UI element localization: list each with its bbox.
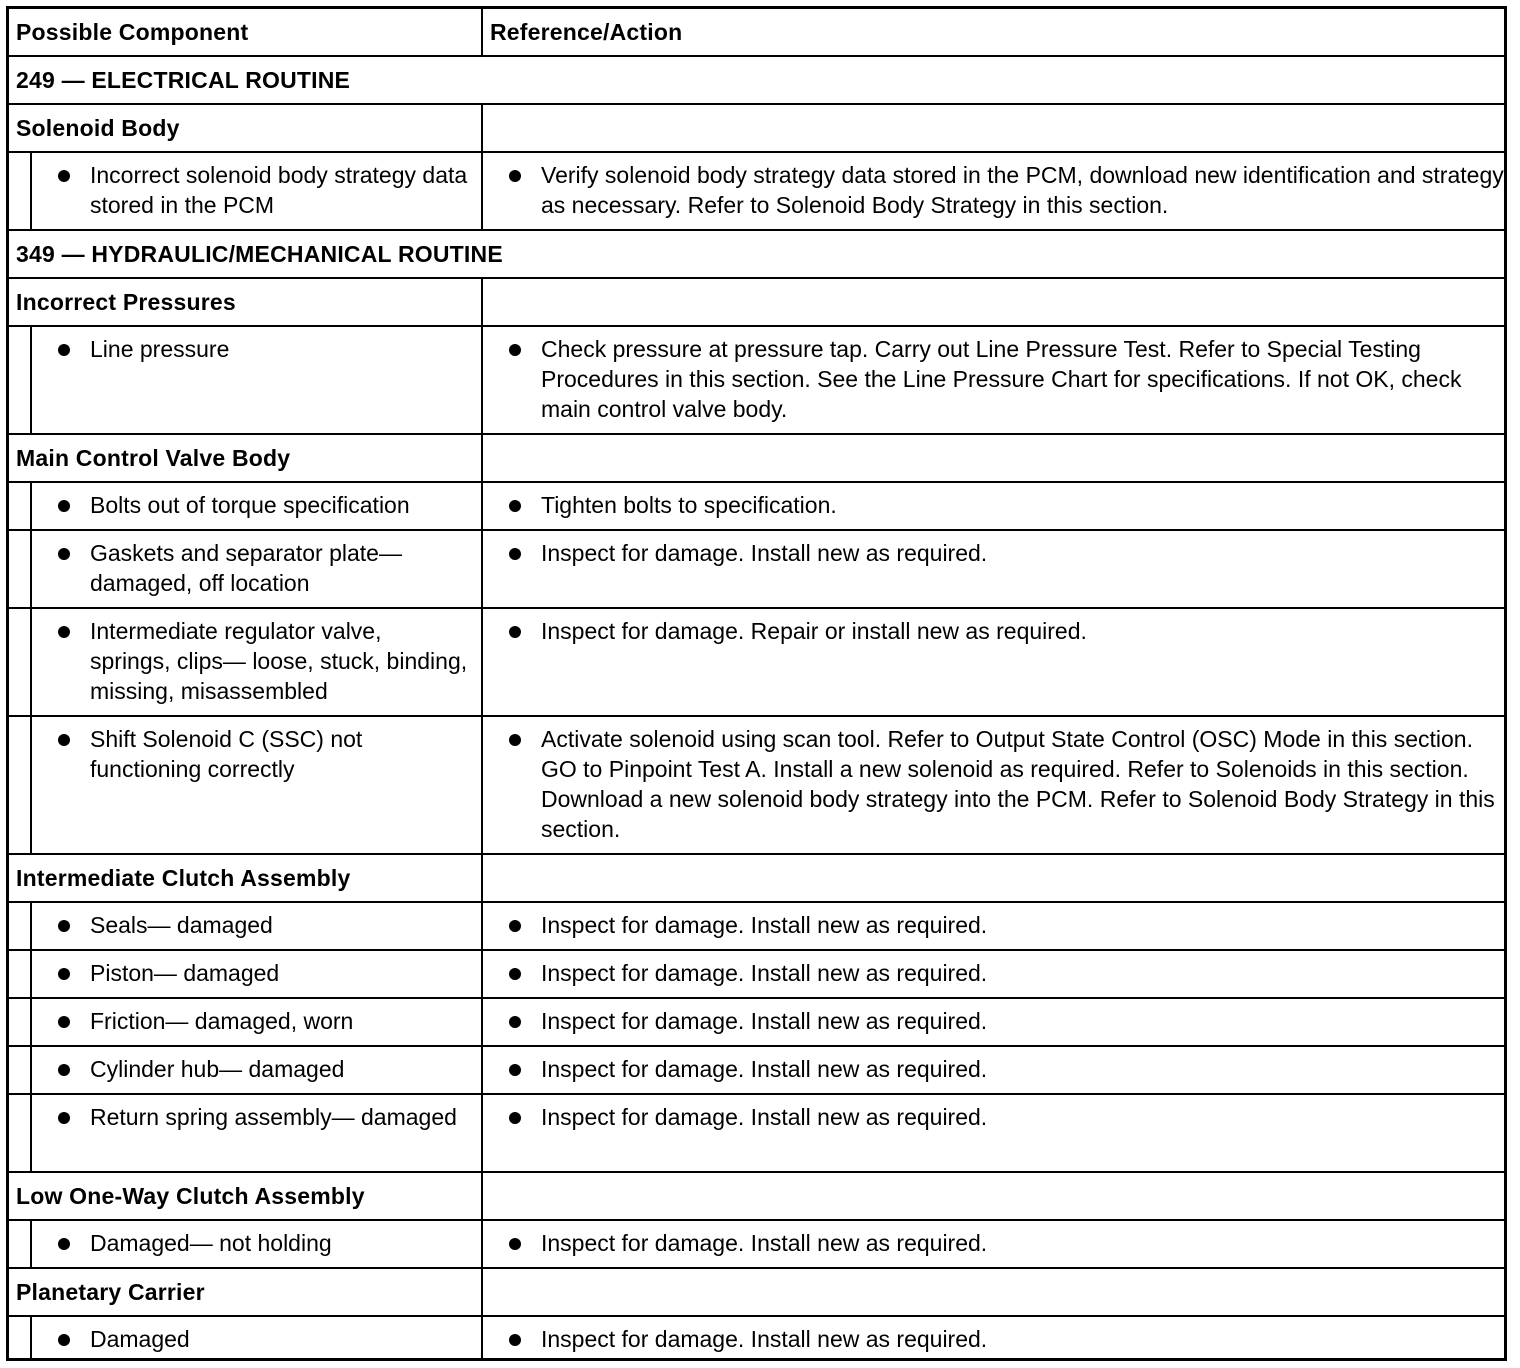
group-title: Incorrect Pressures [16,289,236,315]
bullet-icon [509,344,521,356]
indent-divider [30,153,32,229]
bullet-icon [509,170,521,182]
action-text: Verify solenoid body strategy data stored in the PCM, download new identification and strategy as necessary. Refer to Solenoid Body Strategy in this section. [541,162,1504,218]
bullet-icon [58,344,70,356]
column-divider [481,717,483,853]
column-divider [481,1047,483,1093]
column-divider [481,855,483,901]
action-text: Inspect for damage. Install new as required. [541,1230,988,1256]
column-divider [481,279,483,325]
bullet-icon [509,734,521,746]
bullet-icon [58,1334,70,1346]
indent-divider [30,1317,32,1358]
group-title: Low One-Way Clutch Assembly [16,1183,365,1209]
group-title: Solenoid Body [16,115,180,141]
column-divider [481,531,483,607]
indent-divider [30,1095,32,1171]
table-row [9,483,1504,531]
component-text: Incorrect solenoid body strategy data stored in the PCM [90,162,468,218]
indent-divider [30,1221,32,1267]
diagnosis-table [6,6,1507,1361]
column-divider [481,1095,483,1171]
component-text: Piston— damaged [90,960,280,986]
column-divider [481,105,483,151]
bullet-icon [509,548,521,560]
component-text: Friction— damaged, worn [90,1008,354,1034]
column-divider [481,903,483,949]
routine-heading-row [9,231,1504,279]
bullet-icon [58,734,70,746]
component-text: Gaskets and separator plate— damaged, off location [90,540,402,596]
header-reference-action: Reference/Action [490,19,683,45]
bullet-icon [58,500,70,512]
bullet-icon [509,968,521,980]
column-divider [481,951,483,997]
action-text: Check pressure at pressure tap. Carry out Line Pressure Test. Refer to Special Testing Procedures in this section. See the Line Pressure Chart for specifications. If not OK, check main control valve body. [541,336,1462,422]
bullet-icon [509,1238,521,1250]
bullet-icon [58,170,70,182]
column-divider [481,1221,483,1267]
column-divider [481,435,483,481]
group-title: Intermediate Clutch Assembly [16,865,351,891]
table-row [9,531,1504,609]
indent-divider [30,327,32,433]
routine-title: 249 — ELECTRICAL ROUTINE [16,67,351,93]
bullet-icon [509,500,521,512]
bullet-icon [58,626,70,638]
indent-divider [30,903,32,949]
action-text: Inspect for damage. Install new as required. [541,912,988,938]
column-divider [481,1173,483,1219]
bullet-icon [509,1334,521,1346]
group-heading-row [9,279,1504,327]
table-row [9,999,1504,1047]
indent-divider [30,717,32,853]
component-text: Seals— damaged [90,912,273,938]
column-divider [481,153,483,229]
table-row [9,153,1504,231]
routine-title: 349 — HYDRAULIC/MECHANICAL ROUTINE [16,241,503,267]
column-divider [481,999,483,1045]
column-divider [481,1269,483,1315]
bullet-icon [509,920,521,932]
action-text: Inspect for damage. Install new as required. [541,1104,988,1130]
table-row [9,717,1504,855]
column-divider [481,483,483,529]
action-text: Inspect for damage. Install new as required. [541,540,988,566]
column-divider [481,327,483,433]
action-text: Inspect for damage. Install new as required. [541,1008,988,1034]
bullet-icon [509,1016,521,1028]
column-divider [481,1317,483,1358]
group-title: Planetary Carrier [16,1279,205,1305]
component-text: Bolts out of torque specification [90,492,410,518]
bullet-icon [58,548,70,560]
component-text: Damaged— not holding [90,1230,332,1256]
action-text: Inspect for damage. Install new as required. [541,960,988,986]
header-possible-component: Possible Component [16,19,249,45]
component-text: Cylinder hub— damaged [90,1056,345,1082]
group-heading-row [9,435,1504,483]
bullet-icon [509,1064,521,1076]
table-row [9,1095,1504,1173]
table-row [9,609,1504,717]
component-text: Damaged [90,1326,190,1352]
bullet-icon [58,1064,70,1076]
indent-divider [30,999,32,1045]
bullet-icon [58,920,70,932]
action-text: Inspect for damage. Install new as required. [541,1056,988,1082]
indent-divider [30,483,32,529]
table-row [9,327,1504,435]
action-text: Tighten bolts to specification. [541,492,837,518]
column-divider [481,609,483,715]
group-heading-row [9,1173,1504,1221]
table-row [9,1221,1504,1269]
table-row [9,1047,1504,1095]
table-row [9,903,1504,951]
indent-divider [30,531,32,607]
action-text: Activate solenoid using scan tool. Refer to Output State Control (OSC) Mode in this section. GO to Pinpoint Test A. Install a new solenoid as required. Refer to Solenoids in this section. Download a new solenoid body strategy into the PCM. Refer to Solenoid Body Strategy in this section. [541,726,1495,842]
bullet-icon [58,1016,70,1028]
routine-heading-row [9,57,1504,105]
bullet-icon [58,1238,70,1250]
group-heading-row [9,1269,1504,1317]
component-text: Intermediate regulator valve, springs, clips— loose, stuck, binding, missing, misassembled [90,618,468,704]
component-text: Shift Solenoid C (SSC) not functioning correctly [90,726,363,782]
column-divider [481,9,483,55]
bullet-icon [509,1112,521,1124]
group-title: Main Control Valve Body [16,445,291,471]
table-row [9,951,1504,999]
group-heading-row [9,105,1504,153]
component-text: Line pressure [90,336,230,362]
indent-divider [30,609,32,715]
group-heading-row [9,855,1504,903]
bullet-icon [58,1112,70,1124]
action-text: Inspect for damage. Repair or install new as required. [541,618,1087,644]
table-row [9,1317,1504,1358]
action-text: Inspect for damage. Install new as required. [541,1326,988,1352]
indent-divider [30,1047,32,1093]
bullet-icon [509,626,521,638]
bullet-icon [58,968,70,980]
table-header-row [9,9,1504,57]
component-text: Return spring assembly— damaged [90,1104,457,1130]
indent-divider [30,951,32,997]
